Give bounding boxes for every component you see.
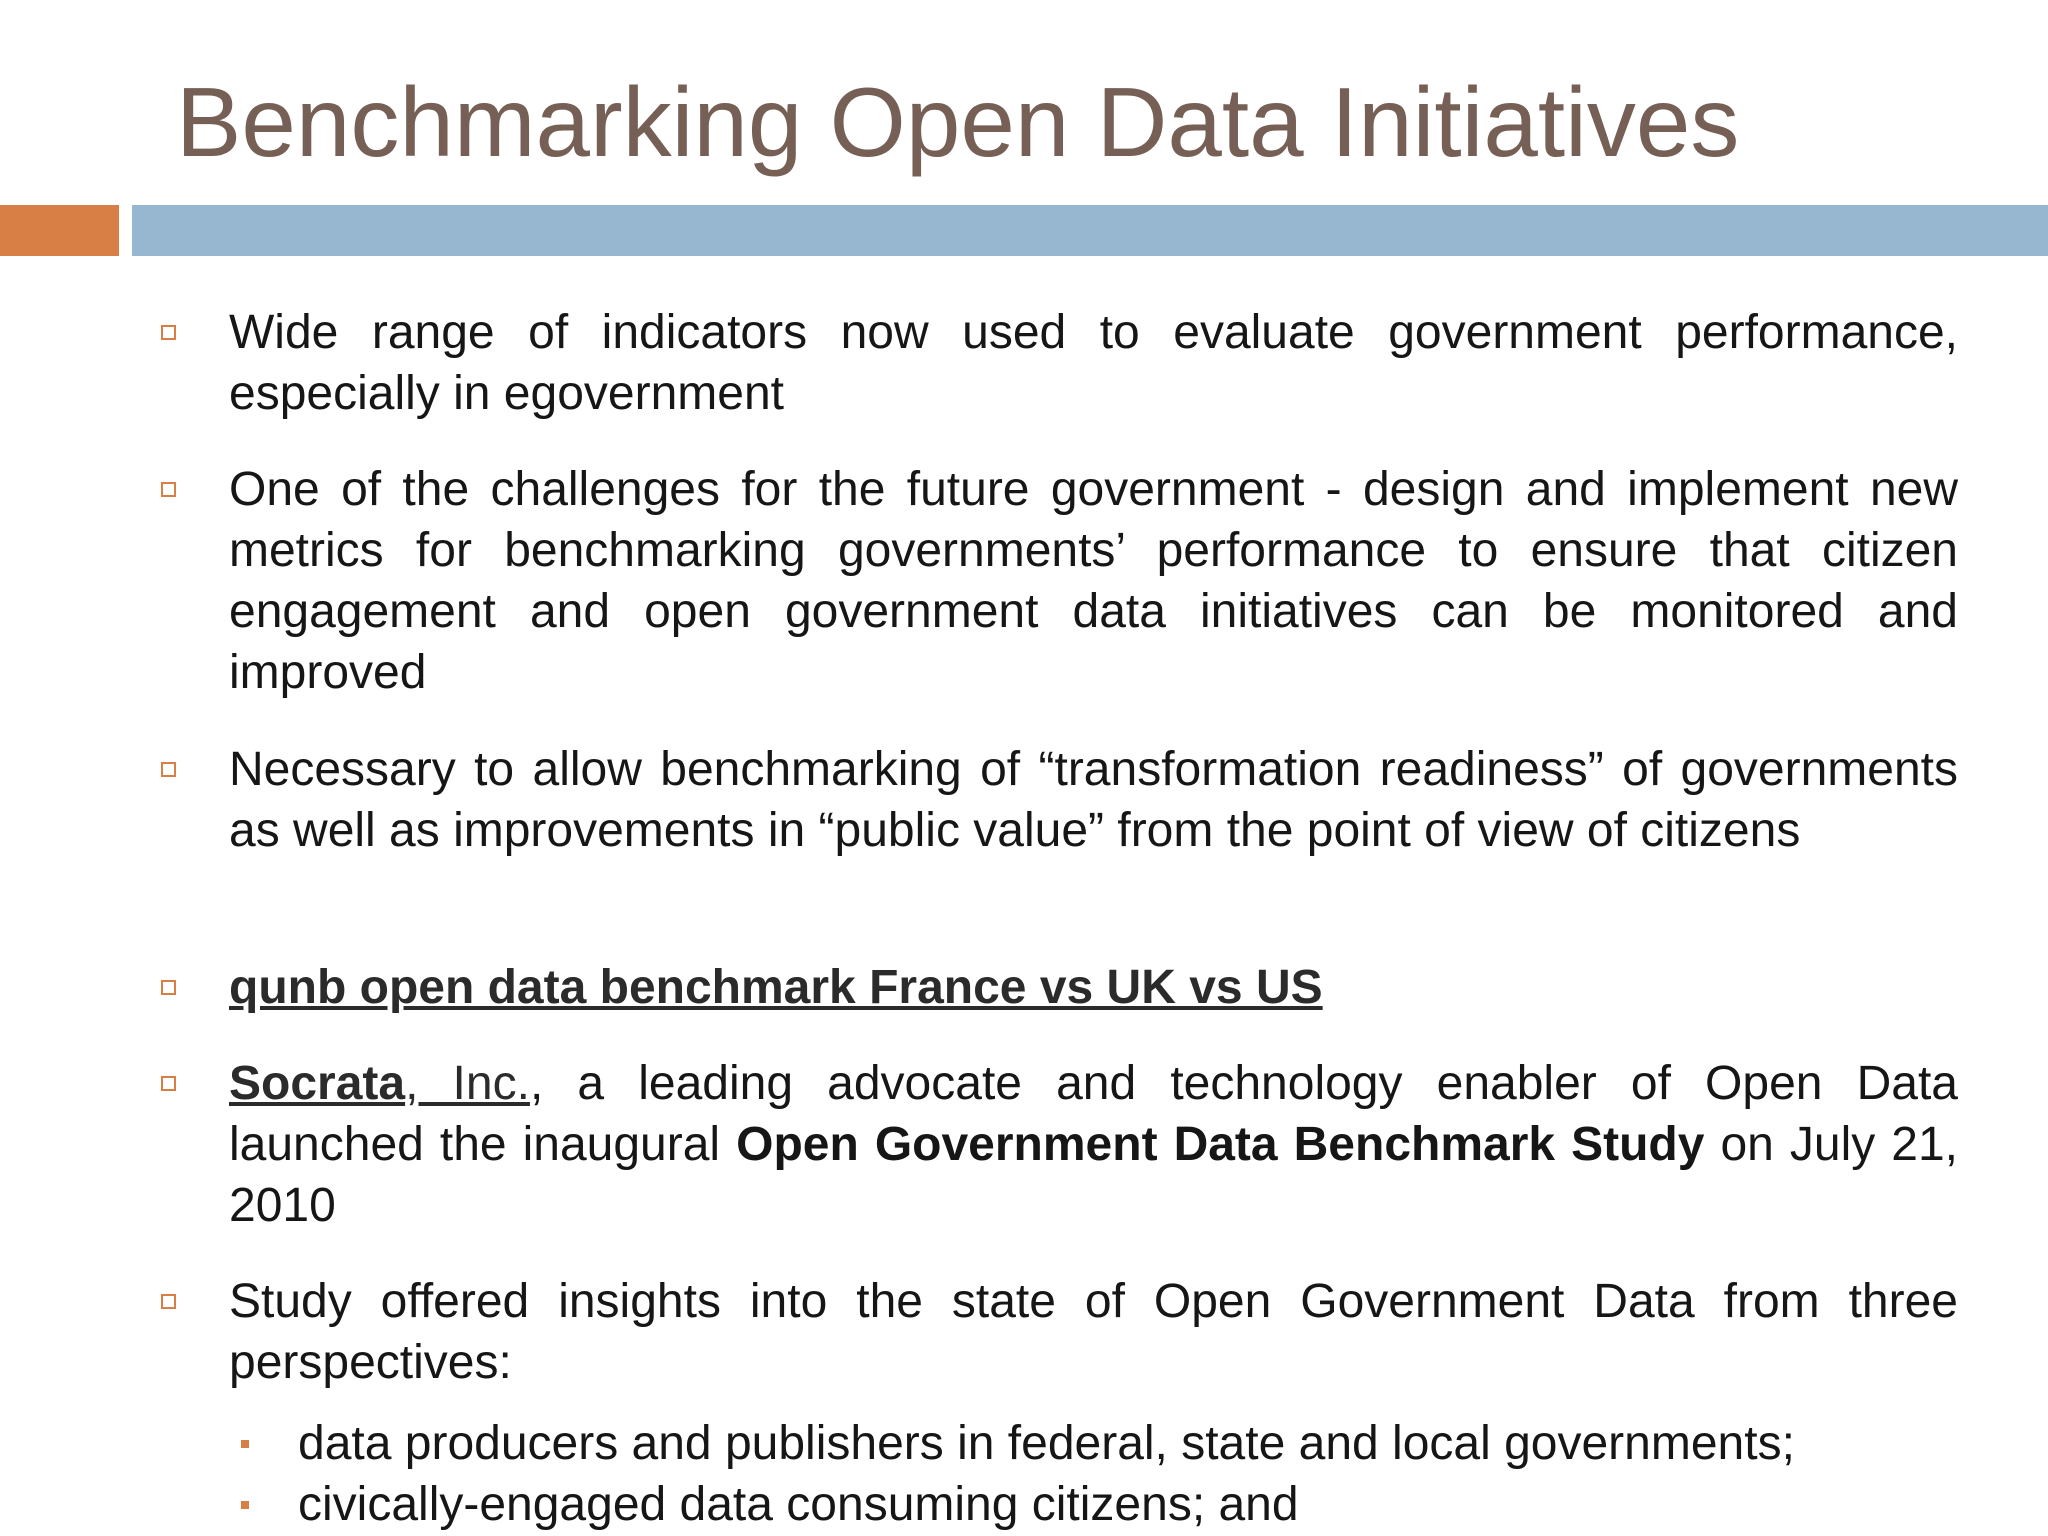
slide-title: Benchmarking Open Data Initiatives bbox=[176, 67, 1740, 177]
bullet-text: Necessary to allow benchmarking of “transformation readiness” of governments as well as improvements in “public value” from the point of view of citizens bbox=[229, 743, 1958, 857]
bullet-item bbox=[229, 1271, 1958, 1393]
bullet-item bbox=[229, 1053, 1958, 1236]
bullet-text: One of the challenges for the future government - design and implement new metrics for benchmarking governments’ performance to ensure that citizen engagement and open government data initiatives can be monitored and improved bbox=[229, 463, 1958, 699]
square-bullet-icon bbox=[161, 482, 176, 497]
bullet-text: Study offered insights into the state of Open Government Data from three perspectives: bbox=[229, 1275, 1958, 1389]
bullet-text: on July 21, 2010 bbox=[229, 1118, 1959, 1232]
bullet-bold-text: Open Government Data Benchmark Study bbox=[736, 1118, 1705, 1171]
socrata-link-bold[interactable]: Socrata bbox=[229, 1057, 406, 1110]
square-bullet-icon bbox=[161, 1076, 176, 1091]
bullet-text: Wide range of indicators now used to evaluate government performance, especially in egovernment bbox=[229, 306, 1958, 420]
square-bullet-icon bbox=[161, 325, 176, 340]
bullet-text: , a leading advocate and technology enabler of Open Data launched the inaugural bbox=[229, 1057, 1958, 1171]
small-square-bullet-icon bbox=[241, 1440, 249, 1448]
qunb-benchmark-link[interactable]: qunb open data benchmark France vs UK vs US bbox=[229, 961, 1323, 1014]
bullet-item bbox=[229, 302, 1958, 424]
square-bullet-icon bbox=[161, 980, 176, 995]
sub-bullet-item bbox=[298, 1413, 1998, 1474]
socrata-link[interactable] bbox=[229, 1057, 530, 1110]
square-bullet-icon bbox=[161, 1294, 176, 1309]
sub-bullet-text: data producers and publishers in federal, state and local governments; bbox=[298, 1417, 1795, 1470]
socrata-link-rest[interactable]: , Inc. bbox=[405, 1057, 530, 1110]
small-square-bullet-icon bbox=[241, 1501, 249, 1509]
sub-bullet-item bbox=[298, 1474, 1998, 1535]
bullet-item bbox=[229, 739, 1958, 861]
square-bullet-icon bbox=[161, 762, 176, 777]
bullet-item bbox=[229, 459, 1958, 703]
bullet-item bbox=[229, 957, 1958, 1018]
sub-bullet-text: civically-engaged data consuming citizens; and bbox=[298, 1478, 1299, 1531]
